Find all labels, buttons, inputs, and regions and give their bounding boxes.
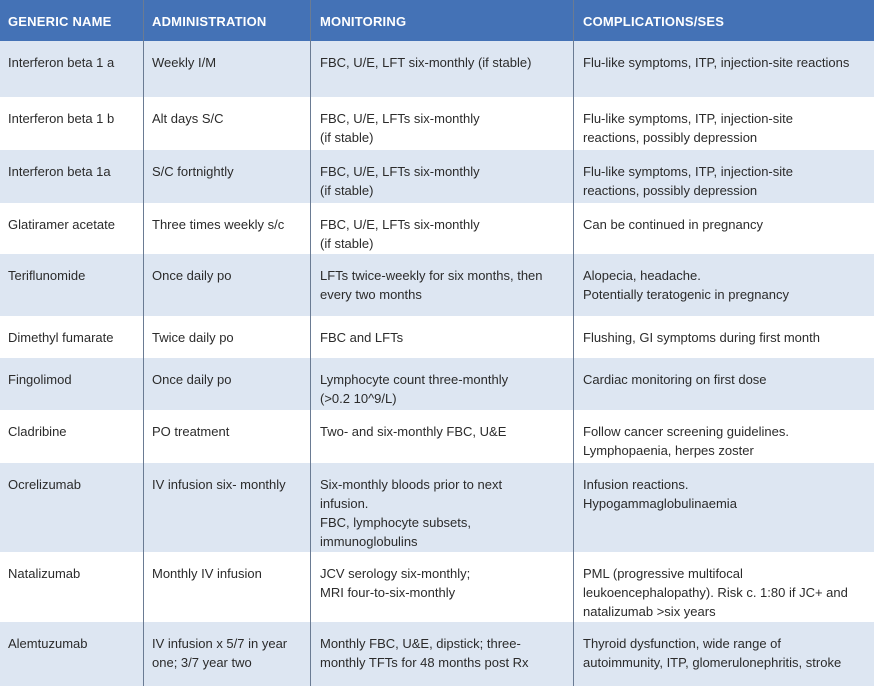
cell-text-line: Six-monthly bloods prior to next xyxy=(320,477,503,492)
cell-text-line: (>0.2 10^9/L) xyxy=(320,391,397,406)
cell-text-line: Follow cancer screening guidelines. xyxy=(583,424,789,439)
cell-text-line: FBC, U/E, LFT six-monthly (if stable) xyxy=(320,55,532,70)
cell-administration xyxy=(143,463,310,552)
cell-generic-name xyxy=(0,254,143,316)
cell-text-line: one; 3/7 year two xyxy=(152,655,252,670)
cell-text-line: Potentially teratogenic in pregnancy xyxy=(583,287,789,302)
cell-text-line: Flu-like symptoms, ITP, injection-site xyxy=(583,111,793,126)
cell-text-line: Monthly FBC, U&E, dipstick; three- xyxy=(320,636,521,651)
cell-administration xyxy=(143,254,310,316)
cell-monitoring xyxy=(310,622,573,686)
cell-text-line: Glatiramer acetate xyxy=(8,217,115,232)
cell-text-line: every two months xyxy=(320,287,422,302)
cell-text-line: monthly TFTs for 48 months post Rx xyxy=(320,655,529,670)
cell-text-line: Cladribine xyxy=(8,424,67,439)
column-divider xyxy=(310,0,311,686)
cell-complications xyxy=(573,552,874,622)
column-divider xyxy=(573,0,574,686)
cell-text-line: IV infusion x 5/7 in year xyxy=(152,636,288,651)
cell-text-line: Can be continued in pregnancy xyxy=(583,217,763,232)
table-row xyxy=(0,203,874,254)
cell-administration xyxy=(143,97,310,150)
cell-text-line: Alopecia, headache. xyxy=(583,268,701,283)
cell-generic-name xyxy=(0,410,143,463)
table-row xyxy=(0,97,874,150)
cell-text-line: FBC, U/E, LFTs six-monthly xyxy=(320,164,480,179)
cell-monitoring xyxy=(310,97,573,150)
cell-complications xyxy=(573,254,874,316)
table-row xyxy=(0,150,874,203)
header-complications: COMPLICATIONS/SES xyxy=(583,14,725,29)
cell-complications xyxy=(573,150,874,203)
cell-text-line: LFTs twice-weekly for six months, then xyxy=(320,268,543,283)
cell-text-line: Lymphocyte count three-monthly xyxy=(320,372,509,387)
cell-text-line: FBC, U/E, LFTs six-monthly xyxy=(320,217,480,232)
cell-text-line: Alemtuzumab xyxy=(8,636,88,651)
cell-text-line: PO treatment xyxy=(152,424,230,439)
cell-text-line: Once daily po xyxy=(152,372,232,387)
cell-administration xyxy=(143,552,310,622)
cell-text-line: Dimethyl fumarate xyxy=(8,330,114,345)
cell-text-line: infusion. xyxy=(320,496,369,511)
cell-complications xyxy=(573,622,874,686)
cell-complications xyxy=(573,358,874,410)
cell-text-line: S/C fortnightly xyxy=(152,164,234,179)
cell-generic-name xyxy=(0,316,143,358)
cell-administration xyxy=(143,41,310,97)
cell-text-line: Interferon beta 1 b xyxy=(8,111,115,126)
cell-text-line: Cardiac monitoring on first dose xyxy=(583,372,767,387)
cell-generic-name xyxy=(0,622,143,686)
cell-text-line: leukoencephalopathy). Risk c. 1:80 if JC+ and xyxy=(583,585,848,600)
cell-monitoring xyxy=(310,150,573,203)
cell-text-line: Hypogammaglobulinaemia xyxy=(583,496,737,511)
cell-monitoring xyxy=(310,410,573,463)
cell-text-line: Teriflunomide xyxy=(8,268,86,283)
cell-text-line: Natalizumab xyxy=(8,566,81,581)
cell-text-line: Interferon beta 1a xyxy=(8,164,111,179)
cell-text-line: Two- and six-monthly FBC, U&E xyxy=(320,424,507,439)
table-header xyxy=(0,0,874,41)
header-monitoring: MONITORING xyxy=(320,14,407,29)
cell-monitoring xyxy=(310,316,573,358)
cell-administration xyxy=(143,358,310,410)
cell-text-line: immunoglobulins xyxy=(320,534,418,549)
table-row xyxy=(0,622,874,686)
table-row xyxy=(0,41,874,97)
cell-text-line: MRI four-to-six-monthly xyxy=(320,585,456,600)
table-row xyxy=(0,552,874,622)
cell-text-line: (if stable) xyxy=(320,183,374,198)
cell-generic-name xyxy=(0,463,143,552)
cell-text-line: Infusion reactions. xyxy=(583,477,689,492)
cell-complications xyxy=(573,316,874,358)
cell-generic-name xyxy=(0,150,143,203)
cell-monitoring xyxy=(310,254,573,316)
cell-monitoring xyxy=(310,463,573,552)
cell-text-line: natalizumab >six years xyxy=(583,604,716,619)
cell-administration xyxy=(143,622,310,686)
header-generic-name: GENERIC NAME xyxy=(8,14,112,29)
cell-generic-name xyxy=(0,358,143,410)
cell-generic-name xyxy=(0,41,143,97)
cell-text-line: Monthly IV infusion xyxy=(152,566,262,581)
cell-text-line: Weekly I/M xyxy=(152,55,217,70)
cell-generic-name xyxy=(0,552,143,622)
cell-monitoring xyxy=(310,41,573,97)
table-row xyxy=(0,316,874,358)
table-row xyxy=(0,358,874,410)
cell-text-line: autoimmunity, ITP, glomerulonephritis, stroke xyxy=(583,655,842,670)
cell-text-line: FBC, U/E, LFTs six-monthly xyxy=(320,111,480,126)
cell-text-line: Once daily po xyxy=(152,268,232,283)
cell-text-line: JCV serology six-monthly; xyxy=(320,566,471,581)
cell-text-line: PML (progressive multifocal xyxy=(583,566,743,581)
cell-generic-name xyxy=(0,97,143,150)
cell-text-line: Interferon beta 1 a xyxy=(8,55,115,70)
cell-complications xyxy=(573,410,874,463)
cell-administration xyxy=(143,410,310,463)
cell-text-line: reactions, possibly depression xyxy=(583,130,758,145)
cell-text-line: Fingolimod xyxy=(8,372,72,387)
cell-text-line: (if stable) xyxy=(320,130,374,145)
cell-text-line: Thyroid dysfunction, wide range of xyxy=(583,636,781,651)
cell-complications xyxy=(573,463,874,552)
cell-monitoring xyxy=(310,358,573,410)
cell-text-line: FBC, lymphocyte subsets, xyxy=(320,515,471,530)
cell-text-line: (if stable) xyxy=(320,236,374,251)
table-row xyxy=(0,254,874,316)
cell-text-line: reactions, possibly depression xyxy=(583,183,758,198)
cell-monitoring xyxy=(310,552,573,622)
cell-text-line: Three times weekly s/c xyxy=(152,217,285,232)
cell-text-line: Twice daily po xyxy=(152,330,234,345)
cell-text-line: FBC and LFTs xyxy=(320,330,404,345)
header-administration: ADMINISTRATION xyxy=(152,14,267,29)
cell-monitoring xyxy=(310,203,573,254)
cell-text-line: Ocrelizumab xyxy=(8,477,81,492)
table-row xyxy=(0,410,874,463)
cell-complications xyxy=(573,41,874,97)
table-row xyxy=(0,463,874,552)
cell-text-line: Flushing, GI symptoms during first month xyxy=(583,330,820,345)
cell-administration xyxy=(143,316,310,358)
cell-administration xyxy=(143,150,310,203)
cell-administration xyxy=(143,203,310,254)
cell-complications xyxy=(573,97,874,150)
cell-text-line: Lymphopaenia, herpes zoster xyxy=(583,443,754,458)
cell-generic-name xyxy=(0,203,143,254)
column-divider xyxy=(143,0,144,686)
cell-text-line: Flu-like symptoms, ITP, injection-site reactions xyxy=(583,55,850,70)
cell-text-line: Alt days S/C xyxy=(152,111,224,126)
cell-complications xyxy=(573,203,874,254)
cell-text-line: IV infusion six- monthly xyxy=(152,477,286,492)
cell-text-line: Flu-like symptoms, ITP, injection-site xyxy=(583,164,793,179)
